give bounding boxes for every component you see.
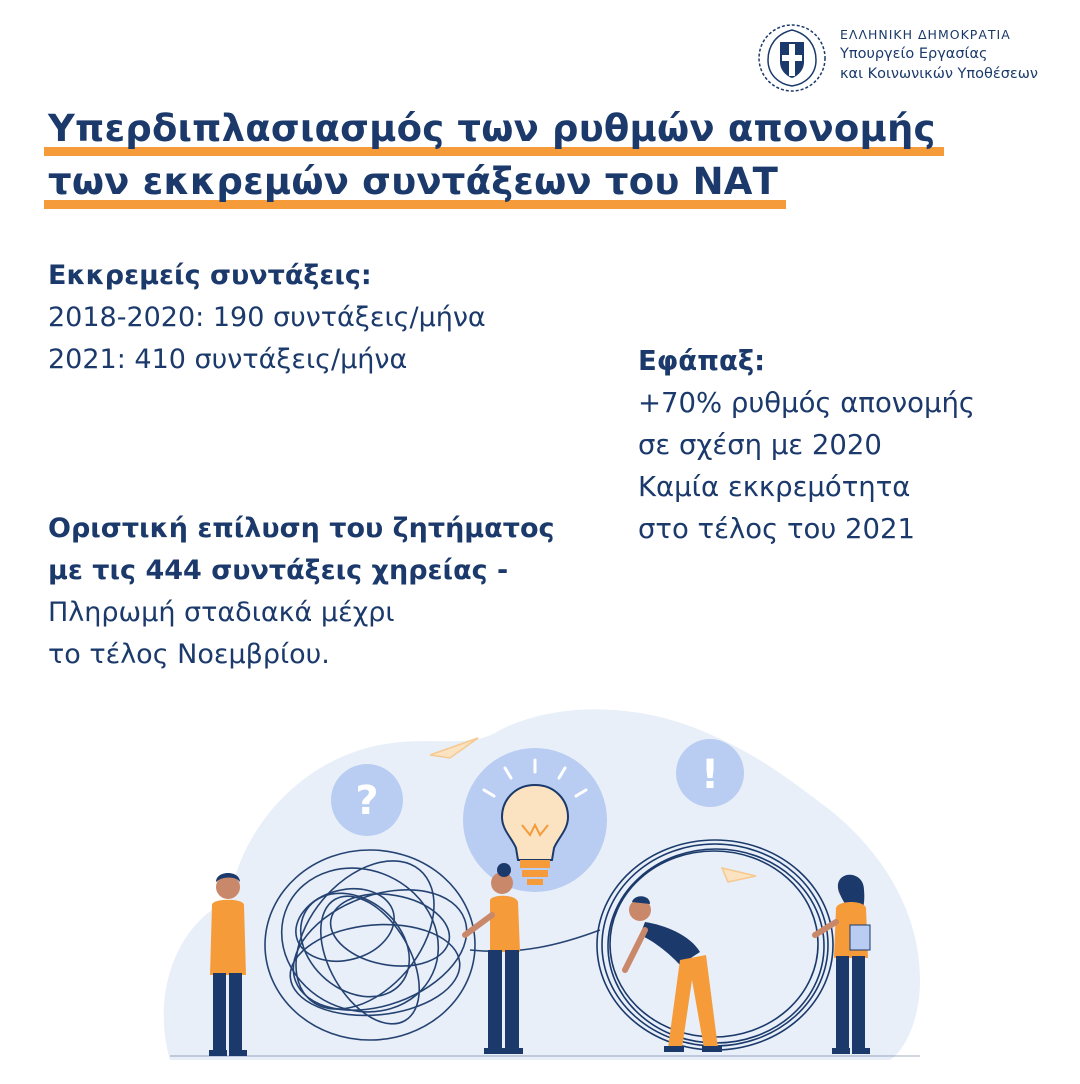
ministry-logo: [756, 22, 1056, 92]
lump-sum-line-1: +70% ρυθμός απονομής: [638, 387, 976, 419]
pending-pensions-block: [48, 255, 486, 381]
illustration: [0, 690, 1080, 1080]
title-line-2: [48, 160, 778, 203]
title-line-1: [48, 107, 936, 150]
exclamation-mark-icon: !: [700, 752, 720, 798]
resolution-line-4: το τέλος Νοεμβρίου.: [48, 639, 330, 670]
pending-line-1: 2018-2020: 190 συντάξεις/μήνα: [48, 302, 486, 333]
lump-sum-line-2: σε σχέση με 2020: [638, 429, 882, 461]
pending-line-2: 2021: 410 συντάξεις/μήνα: [48, 344, 408, 375]
resolution-line-3: Πληρωμή σταδιακά μέχρι: [48, 597, 395, 628]
lump-sum-block: [638, 340, 975, 550]
question-mark-icon: ?: [355, 778, 379, 824]
lump-sum-heading: Εφάπαξ:: [638, 345, 766, 377]
exclamation-bubble: [676, 739, 744, 807]
lump-sum-line-3: Καμία εκκρεμότητα: [638, 471, 911, 503]
ministry-name-line1: Υπουργείο Εργασίας: [840, 46, 988, 62]
title-text-1: Υπερδιπλασιασμός των ρυθμών απονομής: [48, 107, 936, 150]
lump-sum-line-4: στο τέλος του 2021: [638, 513, 915, 545]
title-text-2: των εκκρεμών συντάξεων του ΝΑΤ: [48, 160, 779, 203]
question-bubble: [331, 764, 403, 836]
country-name: ΕΛΛΗΝΙΚΗ ΔΗΜΟΚΡΑΤΙΑ: [840, 27, 1011, 42]
ministry-name-line2: και Κοινωνικών Υποθέσεων: [840, 66, 1038, 82]
illustration-svg: [0, 690, 1080, 1080]
greek-emblem-icon: [756, 22, 828, 94]
lightbulb-bubble: [463, 748, 607, 892]
pending-heading: Εκκρεμείς συντάξεις:: [48, 260, 372, 291]
resolution-line-2: με τις 444 συντάξεις χηρείας -: [48, 555, 509, 586]
resolution-line-1: Οριστική επίλυση του ζητήματος: [48, 513, 555, 544]
resolution-block: [48, 508, 555, 676]
